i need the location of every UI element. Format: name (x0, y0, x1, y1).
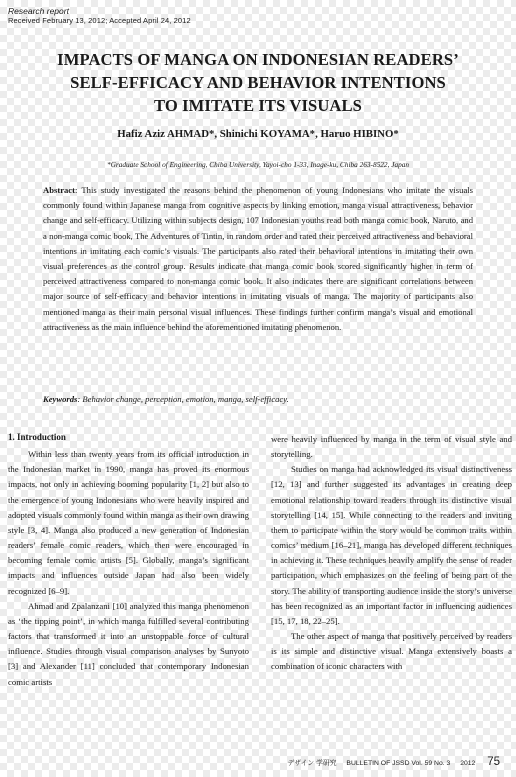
journal-issue: BULLETIN OF JSSD Vol. 59 No. 3 (346, 760, 451, 767)
body-paragraph: Within less than twenty years from its official introduction in the Indonesian market in 1990, manga has proved its enormous impacts, not only in achieving booming popularity [1, 2] but also to the emergence of young Indonesians who were heavily inspired and adopted visuals commonly found within manga as their own drawing style [3, 4]. Manga also produced a new generation of Indonesian readers’ female comic readers, which then were encouraged in becoming female comic artists [5]. Globally, manga’s significant impacts and influences outside Japan had also been widely recognized [6–9]. (8, 449, 249, 596)
body-paragraph: Studies on manga had acknowledged its visual distinctiveness [12, 13] and further suggested its advantages in creating deep emotional relationship toward readers through its distinctive visual storytelling [14, 15]. While connecting to the readers and inviting them to participate within the story would be common traits within comics’ medium [16–21], manga has developed different techniques in achieving it. These techniques heavily amplify the sense of reader participation, which emphasizes on the feeling of being part of the story. The ability of transporting audience inside the story’s universe has been recognized as an important factor in influencing audiences [15, 17, 18, 22–25]. (271, 464, 512, 626)
keywords-label: Keywords (43, 394, 78, 404)
page-number: 75 (487, 756, 500, 768)
body-column-left (8, 430, 249, 690)
keywords-text: : Behavior change, perception, emotion, manga, self-efficacy. (77, 394, 289, 404)
author-affiliation: *Graduate School of Engineering, Chiba University, Yayoi-cho 1-33, Inage-ku, Chiba 263-8522, Japan (106, 160, 410, 169)
title-line-1: IMPACTS OF MANGA ON INDONESIAN READERS’ (57, 50, 459, 69)
author-list: Hafiz Aziz AHMAD*, Shinichi KOYAMA*, Haruo HIBINO* (117, 128, 399, 140)
article-type: Research report (8, 6, 69, 16)
abstract-text: : This study investigated the reasons behind the phenomenon of young Indonesians who imitate the visuals commonly found within Japanese manga from cognitive aspects by linking emotion, manga visual attractiveness, behavior change and self-efficacy. Utilizing within subjects design, 107 Indonesian youths read both manga comic book, Naruto, and a non-manga comic book, The Adventures of Tintin, in random order and rated their perceived attractiveness and behavioral intentions in imitating each comic’s visuals. The participants also rated their behavioral intentions in imitating their own visual preferences as the control group. Results indicate that manga comic book scored significantly higher in term of perceived attractiveness compared to non-manga comic book. It also indicates there are significant correlations between major source of self-efficacy and behavior intentions in imitating visuals of manga. The majority of participants also mentioned manga as their main personal visual influences. These findings further confirm manga’s visual and emotional attractiveness as the main influence behind the aforementioned imitating phenomenon. (43, 185, 473, 332)
abstract-label: Abstract (43, 185, 75, 195)
article-header (8, 6, 191, 26)
journal-name-jp: デザイン 学研究 (287, 760, 337, 767)
body-paragraph: The other aspect of manga that positively perceived by readers is its simple and distinctive visual. Manga extensively boasts a combination of iconic characters with (271, 631, 512, 672)
body-paragraph: were heavily influenced by manga in the term of visual style and storytelling. (271, 434, 512, 460)
paper-title (20, 48, 496, 117)
title-line-2: SELF-EFFICACY AND BEHAVIOR INTENTIONS (70, 73, 446, 92)
body-column-right (271, 432, 512, 675)
journal-year: 2012 (460, 760, 476, 767)
keywords (43, 392, 473, 406)
body-paragraph: Ahmad and Zpalanzani [10] analyzed this manga phenomenon as ‘the tipping point’, in which manga fulfilled several contributing factors that transformed it into an unstoppable force of cultural influence. Studies through visual comparison analyses by Sunyoto [3] and Alexander [11] concluded that contemporary Indonesian comic artists (8, 600, 249, 687)
received-dates: Received February 13, 2012; Accepted April 24, 2012 (8, 16, 191, 25)
page-footer (280, 756, 500, 768)
section-heading: 1. Introduction (8, 432, 66, 442)
title-line-3: TO IMITATE ITS VISUALS (153, 96, 362, 115)
abstract (43, 183, 473, 335)
